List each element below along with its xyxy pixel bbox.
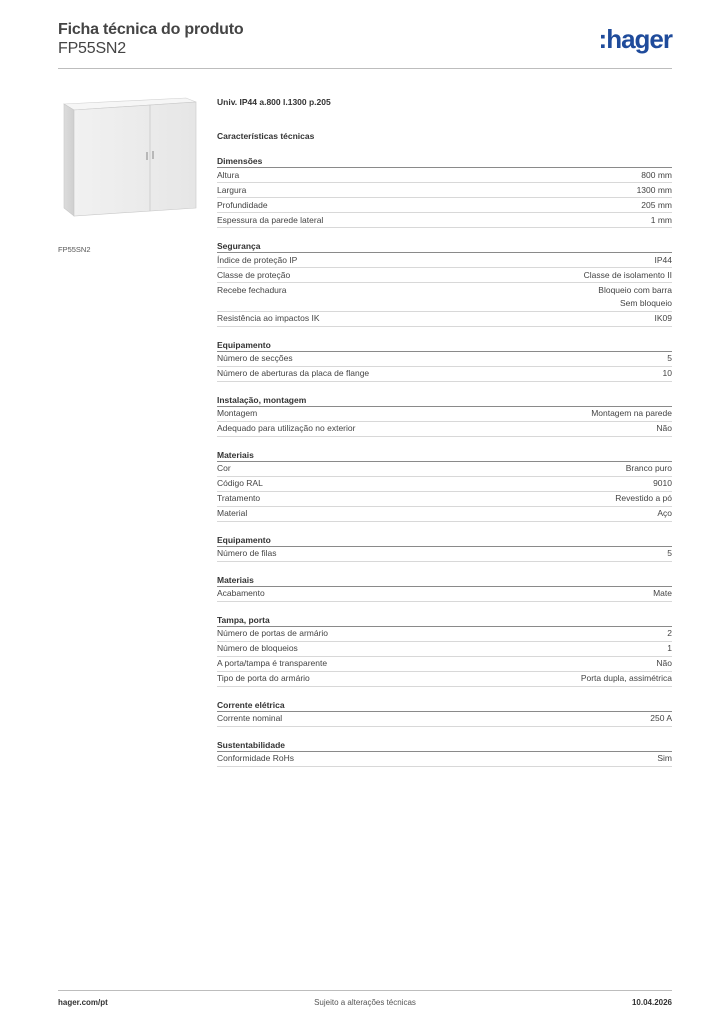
spec-row bbox=[217, 352, 672, 367]
spec-label: Tratamento bbox=[217, 493, 261, 503]
spec-label: Montagem bbox=[217, 408, 258, 418]
spec-label: Resistência ao impactos IK bbox=[217, 313, 320, 323]
spec-label: Material bbox=[217, 508, 248, 518]
spec-row bbox=[217, 213, 672, 228]
spec-value: 800 mm bbox=[641, 169, 672, 180]
spec-row bbox=[217, 477, 672, 492]
spec-label: Código RAL bbox=[217, 478, 263, 488]
spec-label: Índice de proteção IP bbox=[217, 254, 298, 265]
spec-label: Profundidade bbox=[217, 199, 268, 210]
spec-value: IP44 bbox=[654, 254, 672, 265]
spec-label: Espessura da parede lateral bbox=[217, 214, 324, 225]
spec-value: 2 bbox=[667, 628, 672, 638]
document-title: Ficha técnica do produto bbox=[58, 21, 244, 38]
spec-row bbox=[217, 268, 672, 283]
spec-value: Porta dupla, assimétrica bbox=[580, 673, 672, 683]
spec-value: 9010 bbox=[653, 478, 672, 488]
section-title: Dimensões bbox=[217, 155, 672, 168]
section-title: Equipamento bbox=[217, 339, 672, 352]
spec-row bbox=[217, 712, 672, 727]
spec-row bbox=[217, 492, 672, 507]
spec-sections bbox=[217, 155, 672, 767]
header-divider bbox=[58, 68, 672, 69]
spec-row bbox=[217, 657, 672, 672]
spec-row bbox=[217, 198, 672, 213]
footer-website: hager.com/pt bbox=[58, 998, 108, 1007]
spec-value: Sim bbox=[657, 753, 672, 763]
technical-characteristics-heading: Características técnicas bbox=[217, 131, 315, 141]
footer-date: 10.04.2026 bbox=[631, 998, 672, 1007]
spec-section bbox=[217, 699, 672, 727]
spec-value: Branco puro bbox=[625, 463, 672, 473]
spec-row bbox=[217, 422, 672, 437]
spec-value: Não bbox=[656, 423, 672, 433]
spec-row bbox=[217, 168, 672, 183]
spec-value: 10 bbox=[662, 368, 672, 378]
logo-text: hager bbox=[606, 24, 672, 54]
spec-section bbox=[217, 739, 672, 767]
spec-label: Número de aberturas da placa de flange bbox=[217, 368, 370, 378]
spec-value: Montagem na parede bbox=[591, 408, 672, 418]
spec-label: Acabamento bbox=[217, 588, 265, 598]
product-code: FP55SN2 bbox=[58, 40, 126, 57]
spec-row bbox=[217, 507, 672, 522]
spec-section bbox=[217, 394, 672, 437]
spec-value: 5 bbox=[667, 548, 672, 558]
spec-value: Aço bbox=[657, 508, 672, 518]
section-title: Segurança bbox=[217, 240, 672, 253]
spec-section bbox=[217, 240, 672, 327]
footer-notice: Sujeito a alterações técnicas bbox=[314, 998, 416, 1007]
spec-value: 1300 mm bbox=[636, 184, 672, 195]
spec-label: Recebe fechadura bbox=[217, 284, 287, 295]
spec-section bbox=[217, 449, 672, 522]
spec-section bbox=[217, 155, 672, 228]
spec-value: Não bbox=[656, 658, 672, 668]
spec-row bbox=[217, 253, 672, 268]
section-title: Sustentabilidade bbox=[217, 739, 672, 752]
spec-section bbox=[217, 339, 672, 382]
spec-label: Cor bbox=[217, 463, 231, 473]
image-caption: FP55SN2 bbox=[58, 245, 91, 254]
spec-label: Número de secções bbox=[217, 353, 293, 363]
section-title: Equipamento bbox=[217, 534, 672, 547]
spec-label: Número de portas de armário bbox=[217, 628, 329, 638]
section-title: Materiais bbox=[217, 574, 672, 587]
spec-label: Conformidade RoHs bbox=[217, 753, 295, 763]
hager-logo: :hager bbox=[598, 24, 672, 54]
section-title: Corrente elétrica bbox=[217, 699, 672, 712]
spec-label: Número de bloqueios bbox=[217, 643, 298, 653]
spec-row bbox=[217, 367, 672, 382]
spec-value: Bloqueio com barra Sem bloqueio bbox=[598, 284, 672, 308]
spec-label: Adequado para utilização no exterior bbox=[217, 423, 356, 433]
spec-label: Largura bbox=[217, 184, 247, 195]
spec-value: 1 mm bbox=[650, 214, 672, 225]
spec-row bbox=[217, 462, 672, 477]
spec-value: Classe de isolamento II bbox=[583, 269, 672, 280]
spec-value: IK09 bbox=[654, 313, 672, 323]
spec-content bbox=[217, 95, 672, 767]
product-name: Univ. IP44 a.800 l.1300 p.205 bbox=[217, 97, 331, 107]
spec-row bbox=[217, 407, 672, 422]
spec-row bbox=[217, 642, 672, 657]
spec-value: Revestido a pó bbox=[615, 493, 672, 503]
spec-section bbox=[217, 574, 672, 602]
spec-label: A porta/tampa é transparente bbox=[217, 658, 328, 668]
spec-label: Corrente nominal bbox=[217, 713, 283, 723]
section-title: Materiais bbox=[217, 449, 672, 462]
spec-value: 250 A bbox=[650, 713, 672, 723]
product-image bbox=[58, 94, 202, 238]
spec-row bbox=[217, 627, 672, 642]
spec-label: Altura bbox=[217, 169, 240, 180]
spec-section bbox=[217, 534, 672, 562]
spec-value: 205 mm bbox=[641, 199, 672, 210]
spec-row bbox=[217, 183, 672, 198]
section-title: Instalação, montagem bbox=[217, 394, 672, 407]
spec-section bbox=[217, 614, 672, 687]
section-title: Tampa, porta bbox=[217, 614, 672, 627]
spec-row bbox=[217, 547, 672, 562]
spec-row bbox=[217, 587, 672, 602]
spec-value: Mate bbox=[653, 588, 672, 598]
footer-divider bbox=[58, 990, 672, 991]
spec-row bbox=[217, 672, 672, 687]
spec-value: 5 bbox=[667, 353, 672, 363]
spec-label: Número de filas bbox=[217, 548, 277, 558]
page-header bbox=[58, 20, 672, 70]
spec-label: Tipo de porta do armário bbox=[217, 673, 310, 683]
spec-label: Classe de proteção bbox=[217, 269, 291, 280]
page-footer bbox=[58, 998, 672, 1010]
spec-row bbox=[217, 312, 672, 327]
spec-value: 1 bbox=[667, 643, 672, 653]
spec-row bbox=[217, 752, 672, 767]
spec-row bbox=[217, 283, 672, 312]
